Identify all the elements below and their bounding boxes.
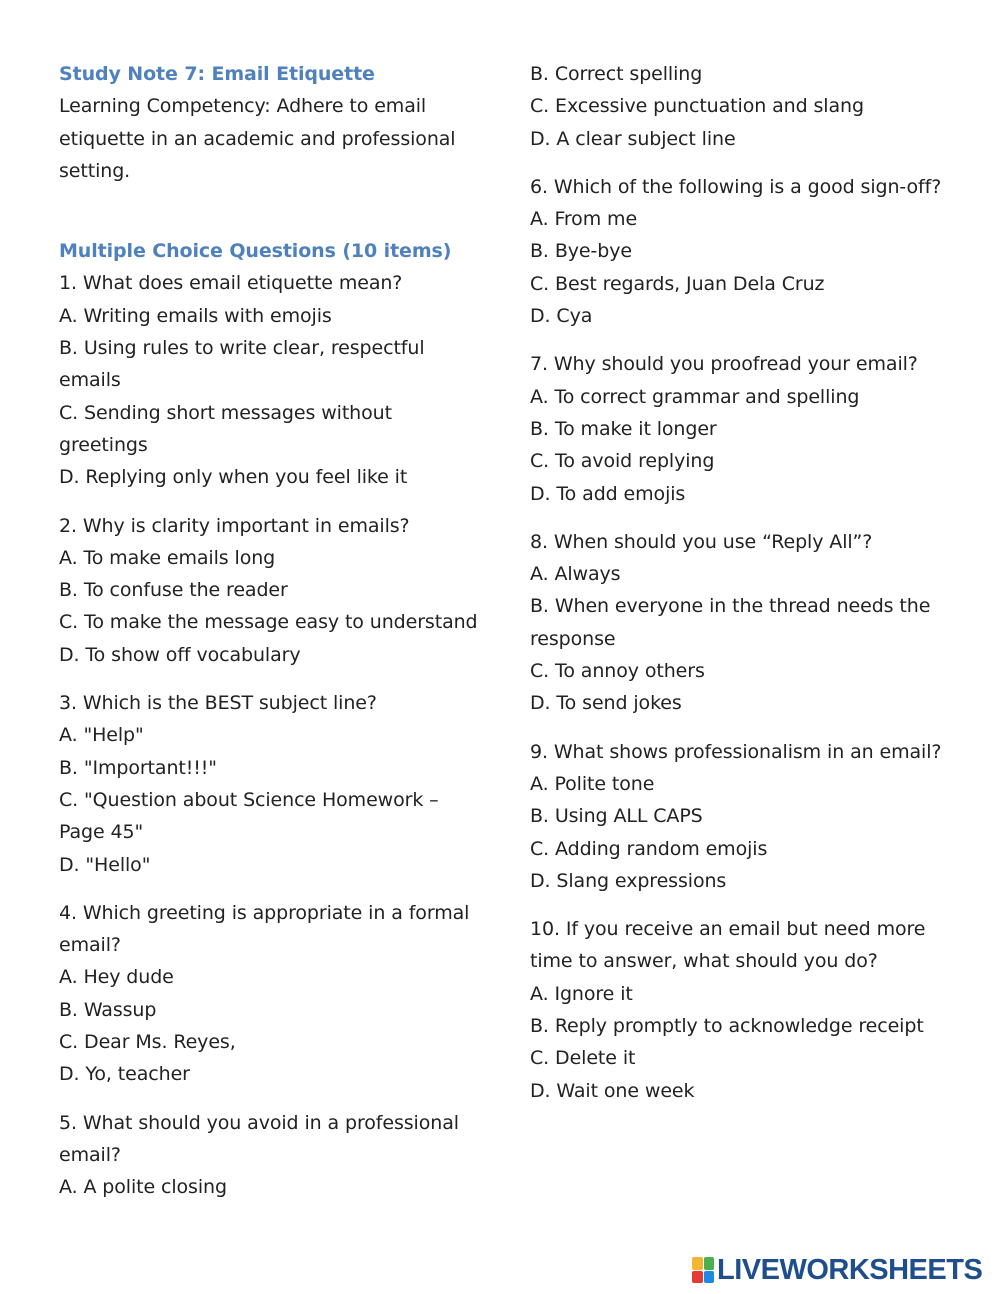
option-text: C. Best regards, Juan Dela Cruz (530, 272, 825, 295)
question-block-8 (530, 526, 950, 720)
question-block-6 (530, 171, 950, 332)
question-text: 7. Why should you proofread your email? (530, 353, 918, 376)
option-text: D. Slang expressions (530, 869, 727, 892)
option-text: B. Bye-bye (530, 240, 632, 263)
liveworksheets-logo-icon (692, 1257, 714, 1283)
option-text: A. To correct grammar and spelling (530, 385, 860, 408)
question-text: 3. Which is the BEST subject line? (59, 692, 377, 715)
option-text: C. Adding random emojis (530, 837, 768, 860)
question-block-1 (59, 267, 479, 493)
question-text: 4. Which greeting is appropriate in a formal email? (59, 901, 470, 957)
question-text: 1. What does email etiquette mean? (59, 272, 403, 295)
right-column (530, 58, 950, 1107)
option-text: A. "Help" (59, 724, 144, 747)
option-text: D. A clear subject line (530, 127, 736, 150)
option-text: C. "Question about Science Homework – Page 45" (59, 788, 439, 844)
option-text: B. Wassup (59, 998, 157, 1021)
option-text: C. Delete it (530, 1047, 636, 1070)
option-text: A. A polite closing (59, 1176, 227, 1199)
option-text: A. Always (530, 563, 621, 586)
question-block-7 (530, 348, 950, 509)
option-text: C. Excessive punctuation and slang (530, 95, 864, 118)
logo-square-i (704, 1257, 715, 1270)
option-text: C. To avoid replying (530, 450, 715, 473)
logo-square-l (692, 1257, 703, 1270)
option-text: A. Hey dude (59, 966, 174, 989)
option-text: B. Using rules to write clear, respectful emails (59, 337, 425, 392)
option-text: D. Cya (530, 305, 593, 328)
logo-square-v (692, 1271, 703, 1284)
option-text: B. To confuse the reader (59, 579, 288, 602)
question-block-4 (59, 897, 479, 1091)
option-text: C. To annoy others (530, 660, 705, 683)
question-block-10 (530, 913, 950, 1107)
left-column (59, 58, 479, 1204)
option-text: B. When everyone in the thread needs the response (530, 595, 931, 650)
logo-square-e (704, 1271, 715, 1284)
option-text: B. To make it longer (530, 417, 717, 440)
liveworksheets-logo-text: LIVEWORKSHEETS (717, 1253, 983, 1286)
question-block-3 (59, 687, 479, 881)
option-text: B. Using ALL CAPS (530, 805, 703, 828)
question-text: 2. Why is clarity important in emails? (59, 514, 410, 537)
option-text: D. To show off vocabulary (59, 643, 301, 666)
liveworksheets-logo (692, 1254, 982, 1286)
option-text: B. Correct spelling (530, 63, 703, 85)
option-text: D. Wait one week (530, 1079, 695, 1102)
question-block-5 (59, 1107, 479, 1204)
question-block-2 (59, 510, 479, 671)
option-text: A. Polite tone (530, 772, 655, 795)
question-text: 9. What shows professionalism in an email? (530, 740, 942, 763)
question-block-5-continued (530, 58, 950, 155)
section-title: Multiple Choice Questions (10 items) (59, 240, 452, 263)
option-text: D. Replying only when you feel like it (59, 466, 408, 489)
option-text: C. Sending short messages without greetings (59, 401, 392, 456)
option-text: D. To send jokes (530, 692, 682, 715)
learning-competency: Learning Competency: Adhere to email etiquette in an academic and professional setting. (59, 95, 456, 182)
option-text: A. Writing emails with emojis (59, 304, 332, 327)
option-text: D. To add emojis (530, 482, 686, 505)
page-title: Study Note 7: Email Etiquette (59, 63, 375, 85)
option-text: A. From me (530, 208, 638, 231)
question-text: 6. Which of the following is a good sign-off? (530, 175, 942, 198)
option-text: A. Ignore it (530, 982, 633, 1005)
option-text: C. Dear Ms. Reyes, (59, 1031, 236, 1054)
option-text: D. Yo, teacher (59, 1063, 190, 1086)
option-text: A. To make emails long (59, 546, 276, 569)
option-text: B. Reply promptly to acknowledge receipt (530, 1015, 924, 1038)
question-text: 10. If you receive an email but need more time to answer, what should you do? (530, 918, 926, 973)
question-block-9 (530, 736, 950, 897)
question-text: 5. What should you avoid in a professional email? (59, 1111, 459, 1166)
question-text: 8. When should you use “Reply All”? (530, 530, 873, 553)
option-text: C. To make the message easy to understand (59, 611, 478, 634)
option-text: B. "Important!!!" (59, 756, 217, 779)
option-text: D. "Hello" (59, 853, 151, 876)
